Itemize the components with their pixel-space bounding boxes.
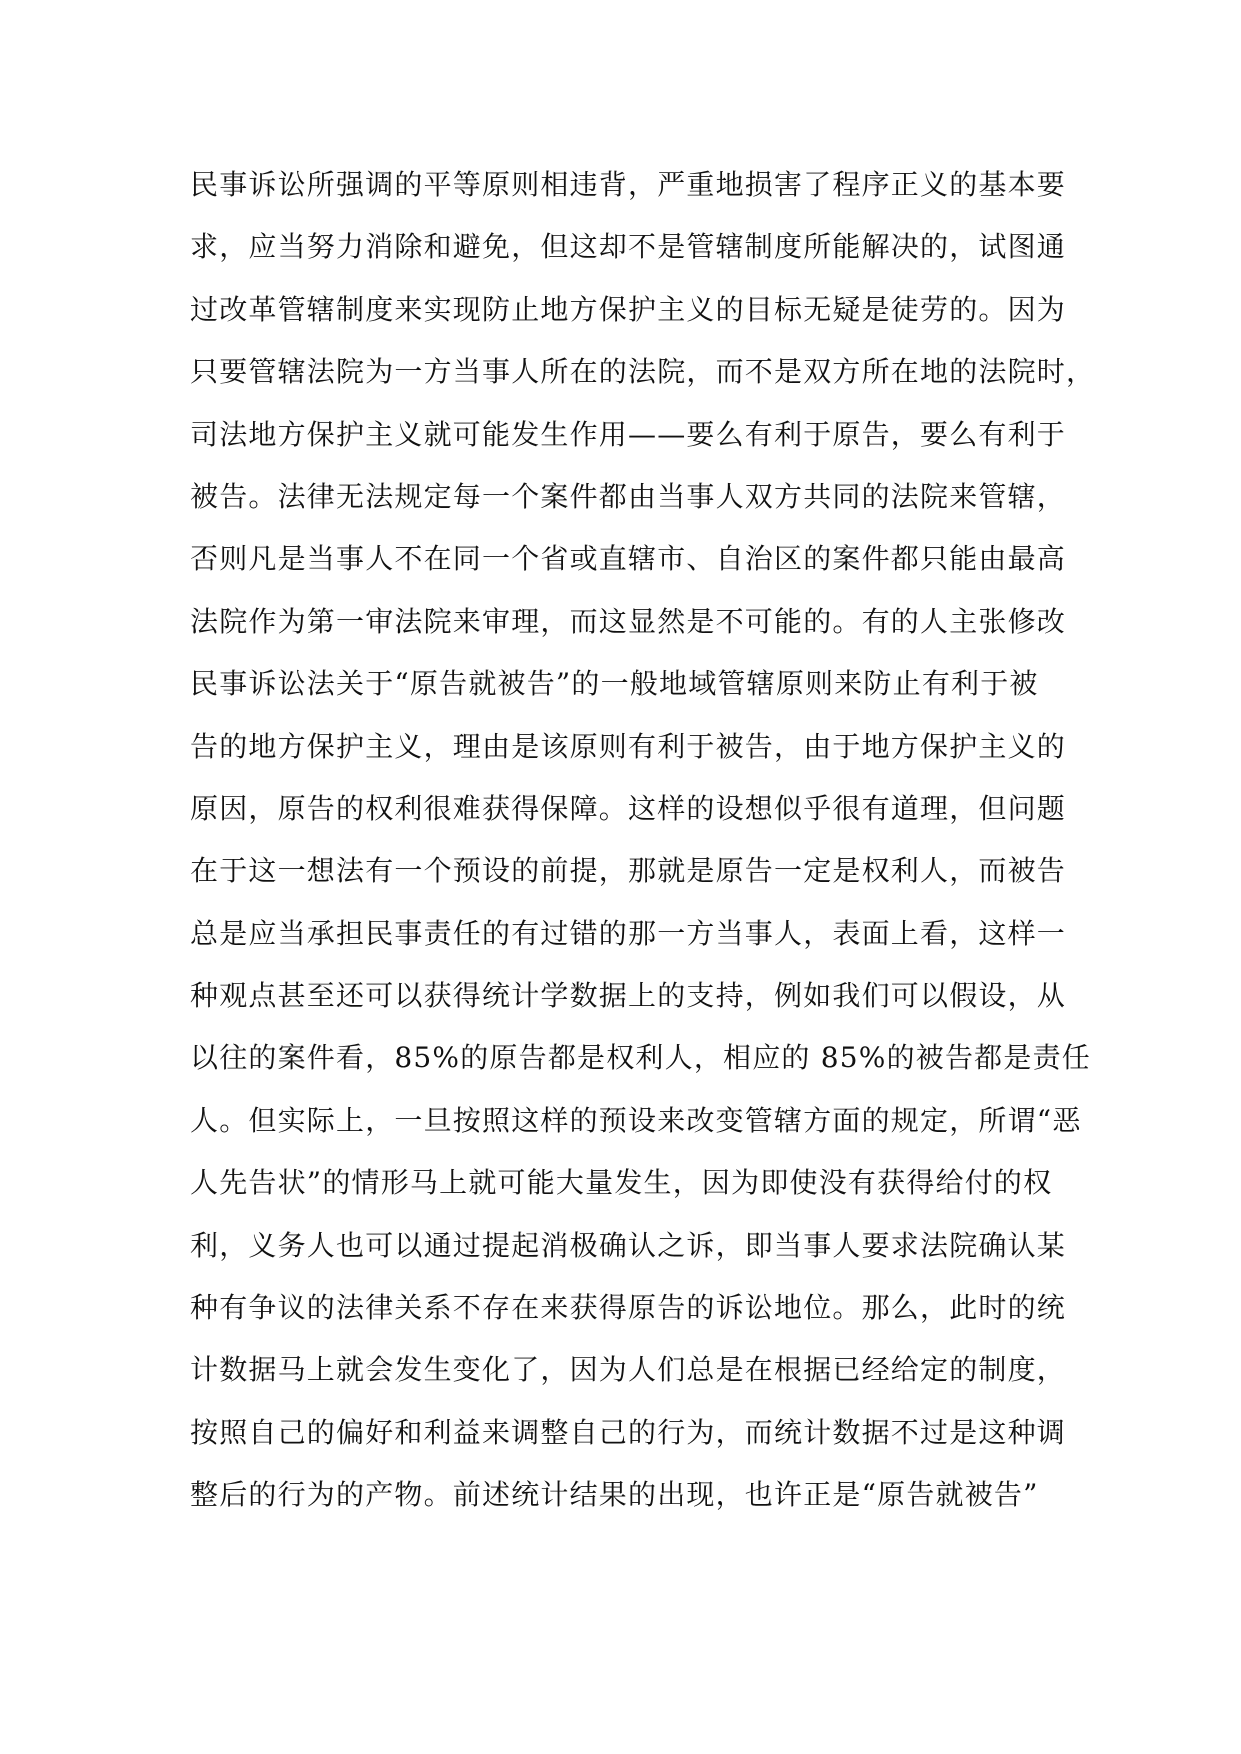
text-line: 司法地方保护主义就可能发生作用——要么有利于原告，要么有利于 bbox=[190, 417, 1067, 451]
text-line: 求，应当努力消除和避免，但这却不是管辖制度所能解决的，试图通 bbox=[190, 230, 1067, 264]
body-text bbox=[190, 154, 1096, 1527]
text-line: 按照自己的偏好和利益来调整自己的行为，而统计数据不过是这种调 bbox=[190, 1415, 1067, 1449]
text-line: 人。但实际上，一旦按照这样的预设来改变管辖方面的规定，所谓“恶 bbox=[190, 1103, 1082, 1137]
text-line: 民事诉讼法关于“原告就被告”的一般地域管辖原则来防止有利于被 bbox=[190, 667, 1039, 701]
text-line: 人先告状”的情形马上就可能大量发生，因为即使没有获得给付的权 bbox=[190, 1166, 1053, 1200]
text-line: 原因，原告的权利很难获得保障。这样的设想似乎很有道理，但问题 bbox=[190, 791, 1067, 825]
text-line: 种有争议的法律关系不存在来获得原告的诉讼地位。那么，此时的统 bbox=[190, 1291, 1067, 1325]
text-line: 计数据马上就会发生变化了，因为人们总是在根据已经给定的制度， bbox=[190, 1353, 1067, 1387]
text-line: 种观点甚至还可以获得统计学数据上的支持，例如我们可以假设，从 bbox=[190, 979, 1067, 1013]
text-line: 否则凡是当事人不在同一个省或直辖市、自治区的案件都只能由最高 bbox=[190, 542, 1067, 576]
text-line: 在于这一想法有一个预设的前提，那就是原告一定是权利人，而被告 bbox=[190, 854, 1067, 888]
text-line: 以往的案件看，85%的原告都是权利人，相应的 85%的被告都是责任 bbox=[190, 1041, 1091, 1075]
text-line: 整后的行为的产物。前述统计结果的出现，也许正是“原告就被告” bbox=[190, 1478, 1039, 1512]
text-line: 总是应当承担民事责任的有过错的那一方当事人，表面上看，这样一 bbox=[190, 916, 1067, 950]
text-line: 法院作为第一审法院来审理，而这显然是不可能的。有的人主张修改 bbox=[190, 604, 1067, 638]
text-line: 告的地方保护主义，理由是该原则有利于被告，由于地方保护主义的 bbox=[190, 729, 1067, 763]
text-line: 利，义务人也可以通过提起消极确认之诉，即当事人要求法院确认某 bbox=[190, 1228, 1067, 1262]
text-line: 过改革管辖制度来实现防止地方保护主义的目标无疑是徒劳的。因为 bbox=[190, 292, 1067, 326]
text-line: 被告。法律无法规定每一个案件都由当事人双方共同的法院来管辖， bbox=[190, 479, 1067, 513]
text-line: 只要管辖法院为一方当事人所在的法院，而不是双方所在地的法院时， bbox=[190, 355, 1096, 389]
text-line: 民事诉讼所强调的平等原则相违背，严重地损害了程序正义的基本要 bbox=[190, 168, 1067, 201]
